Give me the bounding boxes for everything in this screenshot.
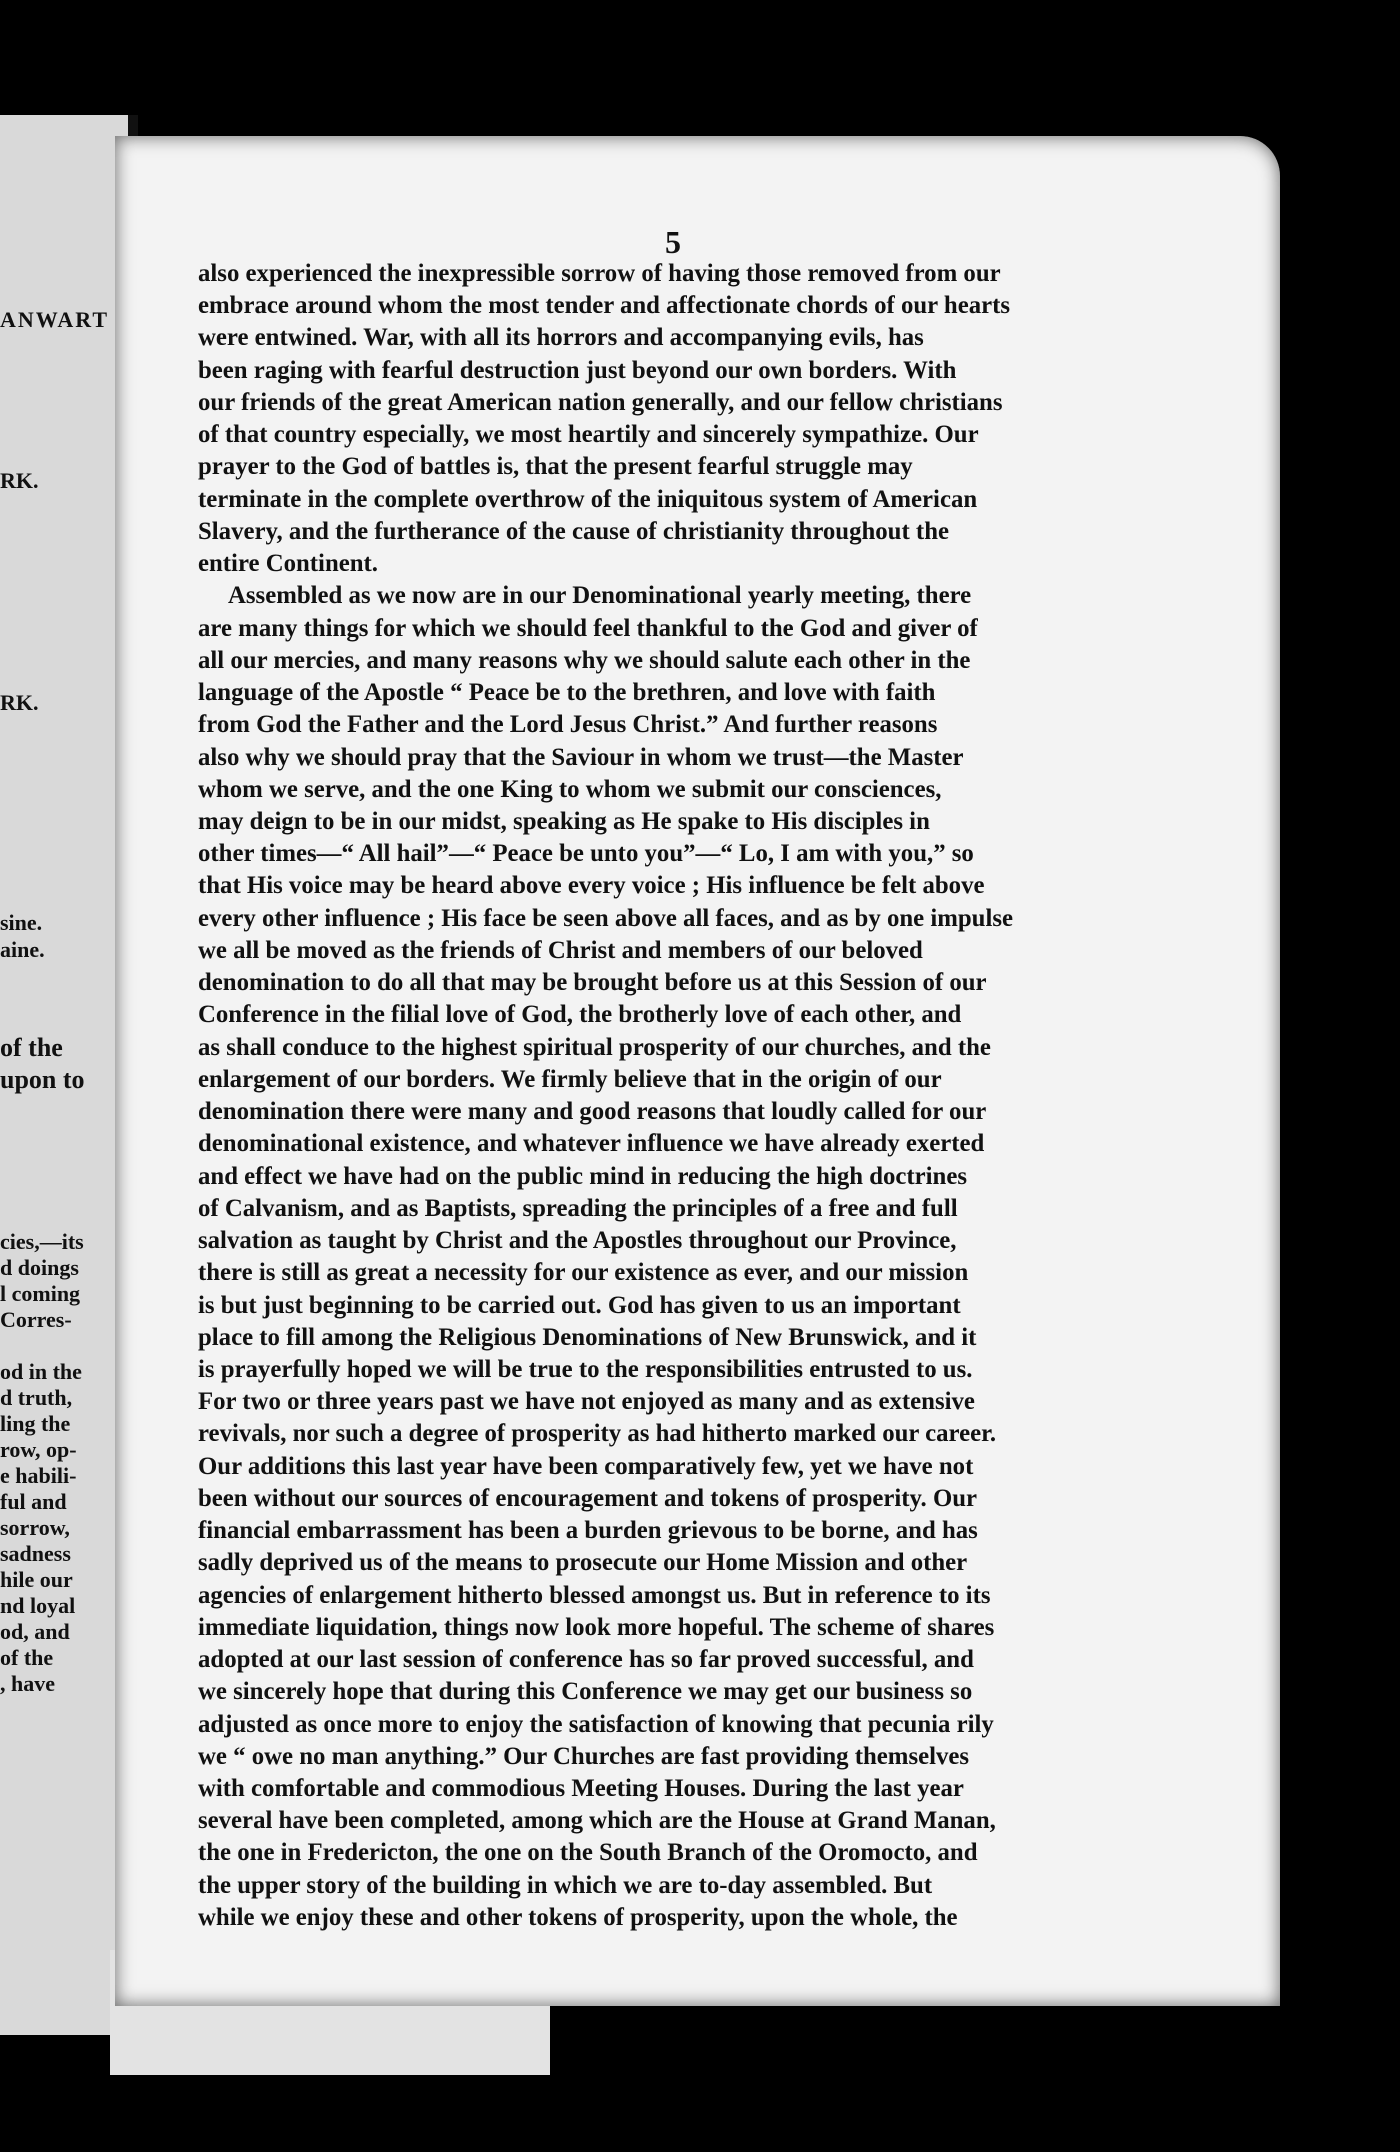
left-fragment-line: ling the [0, 1411, 71, 1436]
text-line: with comfortable and commodious Meeting Houses. During the last year [198, 1775, 964, 1803]
text-line: Conference in the filial love of God, the brotherly love of each other, and [198, 1001, 962, 1029]
text-line: agencies of enlargement hitherto blessed amongst us. But in reference to its [198, 1581, 991, 1609]
text-line: that His voice may be heard above every voice ; His influence be felt above [198, 872, 985, 900]
left-fragment-line: , have [0, 1671, 55, 1696]
text-line: been without our sources of encouragement and tokens of prosperity. Our [198, 1484, 978, 1512]
text-line: For two or three years past we have not enjoyed as many and as extensive [198, 1388, 975, 1416]
text-line: the upper story of the building in which we are to-day assembled. But [198, 1871, 933, 1899]
text-line: immediate liquidation, things now look more hopeful. The scheme of shares [198, 1613, 995, 1641]
text-line: place to fill among the Religious Denominations of New Brunswick, and it [198, 1323, 977, 1351]
text-line: several have been completed, among which are the House at Grand Manan, [198, 1807, 996, 1835]
left-fragment-line: nd loyal [0, 1593, 76, 1618]
text-line: as shall conduce to the highest spiritual prosperity of our churches, and the [198, 1033, 991, 1061]
text-line: we all be moved as the friends of Christ and members of our beloved [198, 936, 923, 964]
text-line: prayer to the God of battles is, that the present fearful struggle may [198, 453, 913, 481]
text-line: also experienced the inexpressible sorrow of having those removed from our [198, 260, 1001, 287]
text-line: is but just beginning to be carried out. God has given to us an important [198, 1291, 961, 1319]
text-line: are many things for which we should feel thankful to the God and giver of [198, 614, 978, 642]
text-line: Our additions this last year have been comparatively few, yet we have not [198, 1452, 974, 1480]
text-line: we sincerely hope that during this Conference we may get our business so [198, 1678, 973, 1706]
left-fragment-line: Corres- [0, 1307, 72, 1332]
text-line: of Calvanism, and as Baptists, spreading the principles of a free and full [198, 1194, 958, 1222]
text-line: entire Continent. [198, 550, 378, 578]
left-fragment-line: d truth, [0, 1385, 73, 1410]
text-line: been raging with fearful destruction just beyond our own borders. With [198, 356, 957, 384]
left-fragment-line: row, op- [0, 1437, 77, 1462]
text-line: were entwined. War, with all its horrors and accompanying evils, has [198, 324, 924, 352]
page-body-text [198, 258, 1126, 1934]
text-line: embrace around whom the most tender and affectionate chords of our hearts [198, 292, 1011, 320]
left-fragment-line: l coming [0, 1281, 81, 1306]
text-line: sadly deprived us of the means to prosecute our Home Mission and other [198, 1549, 968, 1577]
text-line: other times—“ All hail”—“ Peace be unto you”—“ Lo, I am with you,” so [198, 840, 974, 868]
left-fragment-line: of the [0, 1645, 54, 1670]
text-line: denominational existence, and whatever influence we have already exerted [198, 1130, 985, 1158]
text-line: denomination to do all that may be brought before us at this Session of our [198, 969, 987, 997]
text-line: from God the Father and the Lord Jesus Christ.” And further reasons [198, 711, 938, 739]
text-line: also why we should pray that the Saviour in whom we trust—the Master [198, 743, 964, 771]
left-fragment-line: sine. [0, 910, 43, 935]
left-fragment-line: e habili- [0, 1463, 77, 1488]
text-line: enlargement of our borders. We firmly believe that in the origin of our [198, 1065, 942, 1093]
text-line: there is still as great a necessity for our existence as ever, and our mission [198, 1259, 969, 1287]
text-line: salvation as taught by Christ and the Apostles throughout our Province, [198, 1227, 957, 1255]
text-line: revivals, nor such a degree of prosperity as had hitherto marked our career. [198, 1420, 997, 1448]
left-fragment-line: hile our [0, 1567, 73, 1592]
text-line: whom we serve, and the one King to whom we submit our consciences, [198, 775, 942, 803]
text-line: may deign to be in our midst, speaking as He spake to His disciples in [198, 807, 930, 835]
text-line: adopted at our last session of conference has so far proved successful, and [198, 1646, 974, 1674]
page-number: 5 [665, 224, 681, 260]
text-line: the one in Fredericton, the one on the South Branch of the Oromocto, and [198, 1839, 978, 1867]
text-line: all our mercies, and many reasons why we should salute each other in the [198, 646, 971, 674]
text-line: is prayerfully hoped we will be true to the responsibilities entrusted to us. [198, 1355, 973, 1383]
left-fragment-line: od, and [0, 1619, 70, 1644]
left-fragment-line: ful and [0, 1489, 67, 1514]
text-line: we “ owe no man anything.” Our Churches are fast providing themselves [198, 1742, 970, 1770]
left-fragment-line: sadness [0, 1541, 71, 1566]
text-line: denomination there were many and good reasons that loudly called for our [198, 1098, 987, 1126]
text-line: while we enjoy these and other tokens of prosperity, upon the whole, the [198, 1903, 958, 1931]
text-line: our friends of the great American nation generally, and our fellow christians [198, 388, 1003, 416]
left-fragment-line: RK. [0, 468, 39, 493]
text-line: every other influence ; His face be seen above all faces, and as by one impulse [198, 904, 1014, 932]
text-line: Assembled as we now are in our Denominational yearly meeting, there [228, 582, 972, 610]
left-fragment-line: sorrow, [0, 1515, 70, 1540]
left-fragment-line: ANWART [0, 307, 110, 332]
left-fragment-line: aine. [0, 937, 45, 962]
text-line: terminate in the complete overthrow of the iniquitous system of American [198, 485, 978, 513]
text-line: adjusted as once more to enjoy the satisfaction of knowing that pecunia rily [198, 1710, 994, 1738]
left-fragment-line: of the [0, 1033, 63, 1062]
text-line: Slavery, and the furtherance of the cause of christianity throughout the [198, 517, 949, 545]
text-line: of that country especially, we most heartily and sincerely sympathize. Our [198, 421, 979, 449]
text-line: financial embarrassment has been a burden grievous to be borne, and has [198, 1517, 978, 1545]
left-fragment-line: RK. [0, 690, 39, 715]
left-fragment-line: cies,—its [0, 1229, 84, 1254]
left-fragment-line: upon to [0, 1065, 85, 1094]
text-line: language of the Apostle “ Peace be to the brethren, and love with faith [198, 679, 936, 707]
text-line: and effect we have had on the public mind in reducing the high doctrines [198, 1162, 968, 1190]
left-fragment-line: od in the [0, 1359, 82, 1384]
left-fragment-line: d doings [0, 1255, 79, 1280]
